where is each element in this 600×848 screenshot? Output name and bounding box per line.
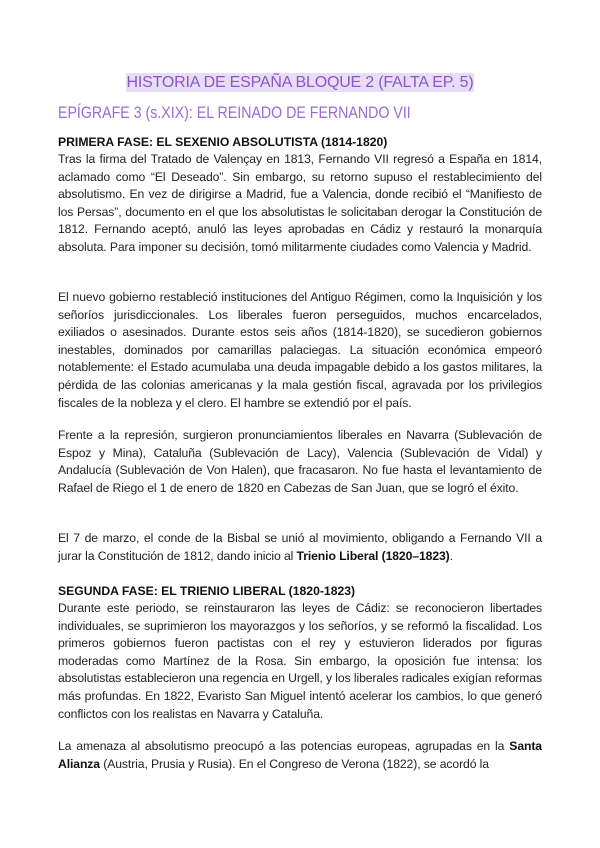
section1-paragraph-4 — [58, 530, 542, 565]
section1-paragraph-2: El nuevo gobierno restableció instituciones del Antiguo Régimen, como la Inquisición y los señoríos jurisdiccionales. Los liberales fueron perseguidos, muchos encarcelados, exiliados o asesinados. Durante estos seis años (1814-1820), se sucedieron gobiernos inestables, dominados por camarillas palaciegas. La situación económica empeoró notablemente: el Estado acumulaba una deuda impagable debido a los gastos militares, la pérdida de las colonias americanas y la mala gestión fiscal, agravada por los privilegios fiscales de la nobleza y el clero. El hambre se extendió por el país. — [58, 290, 542, 410]
section1-paragraph-4-end: . — [449, 548, 453, 563]
epigraph-heading: EPÍGRAFE 3 (s.XIX): EL REINADO DE FERNANDO VII — [58, 104, 411, 122]
document-title-text: HISTORIA DE ESPAÑA BLOQUE 2 (FALTA EP. 5) — [126, 74, 474, 91]
document-title — [58, 74, 542, 92]
section1-paragraph-4-text: El 7 de marzo, el conde de la Bisbal se unió al movimiento, obligando a Fernando VII a jurar la Constitución de 1812, dando inicio al — [58, 531, 542, 563]
section2-paragraph-2-end: (Austria, Prusia y Rusia). En el Congreso de Verona (1822), se acordó la — [99, 756, 489, 771]
section2-paragraph-1: Durante este periodo, se reinstauraron las leyes de Cádiz: se reconocieron libertades individuales, se suprimieron los mayorazgos y los señoríos, y se reformó la fiscalidad. Los primeros gobiernos fueron pactistas con el rey y estuvieron liderados por figuras moderadas como Martínez de la Rosa. Sin embargo, la oposición fue intensa: los absolutistas establecieron una regencia en Urgell, y los liberales radicales exigían reformas más profundas. En 1822, Evaristo San Miguel intentó acelerar los cambios, lo que generó conflictos con los realistas en Navarra y Cataluña. — [58, 601, 542, 721]
section2-paragraph-2 — [58, 738, 542, 773]
section1-heading: PRIMERA FASE: EL SEXENIO ABSOLUTISTA (1814-1820) — [58, 135, 388, 149]
section1-paragraph-3: Frente a la represión, surgieron pronunciamientos liberales en Navarra (Sublevación de Espoz y Mina), Cataluña (Sublevación de Lacy), Valencia (Sublevación de Vidal) y Andalucía (Sublevación de Von Halen), que fracasaron. No fue hasta el levantamiento de Rafael de Riego el 1 de enero de 1820 en Cabezas de San Juan, que se logró el éxito. — [58, 428, 542, 495]
santa-alianza-bold: Santa Alianza — [58, 739, 542, 771]
trienio-liberal-bold: Trienio Liberal (1820–1823) — [296, 548, 450, 563]
section2-heading: SEGUNDA FASE: EL TRIENIO LIBERAL (1820-1823) — [58, 584, 356, 598]
section2-paragraph-2-text: La amenaza al absolutismo preocupó a las potencias europeas, agrupadas en la — [58, 739, 510, 753]
section1-paragraph-1: Tras la firma del Tratado de Valençay en 1813, Fernando VII regresó a España en 1814, aclamado como “El Deseado”. Sin embargo, su retorno supuso el restablecimiento del absolutismo. En vez de dirigirse a Madrid, fue a Valencia, donde recibió el “Manifiesto de los Persas”, documento en el que los absolutistas le solicitaban derogar la Constitución de 1812. Fernando aceptó, anuló las leyes aprobadas en Cádiz y restauró la monarquía absoluta. Para imponer su decisión, tomó militarmente ciudades como Valencia y Madrid. — [58, 152, 542, 254]
